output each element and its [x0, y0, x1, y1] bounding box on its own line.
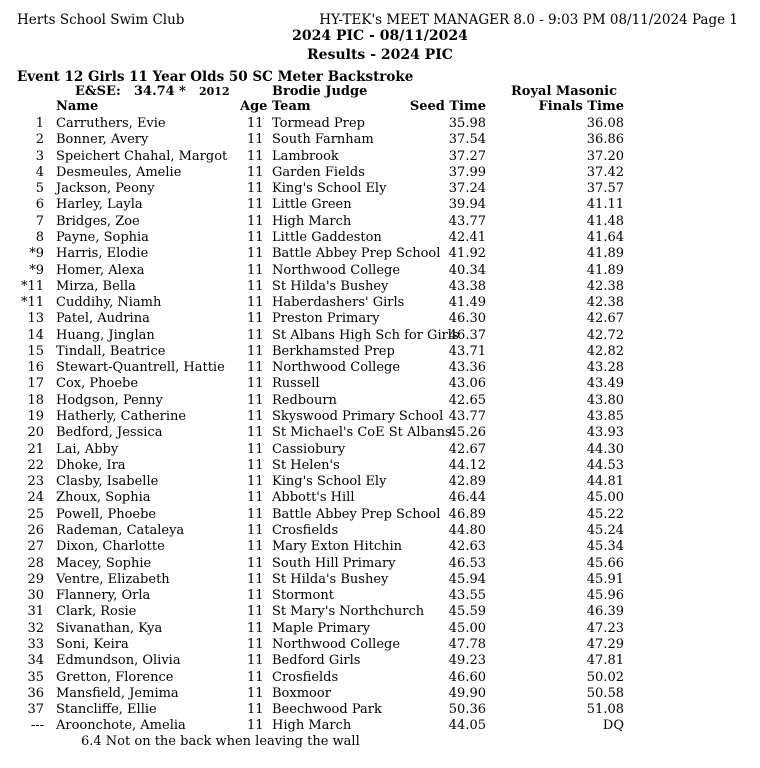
age-cell: 11: [247, 523, 264, 538]
finals-time-cell: 45.22: [586, 506, 624, 522]
table-row: [0, 507, 760, 523]
place-cell: 3: [35, 148, 44, 164]
seed-time-cell: 37.54: [448, 132, 486, 148]
place-cell: 14: [27, 327, 44, 343]
age-cell: 11: [247, 164, 264, 180]
team-cell: South Farnham: [272, 132, 374, 148]
column-headers: [0, 99, 760, 115]
name-cell: Zhoux, Sophia: [56, 490, 151, 506]
finals-time-cell: 51.08: [586, 702, 624, 718]
club-name: Herts School Swim Club: [17, 12, 185, 28]
seed-time-cell: 46.37: [448, 327, 486, 343]
age-cell: 11: [247, 327, 264, 343]
seed-time-cell: 46.53: [448, 555, 486, 571]
seed-time-cell: 47.78: [448, 636, 486, 652]
team-cell: Boxmoor: [272, 685, 331, 701]
table-row: [0, 409, 760, 425]
team-cell: Skyswood Primary School: [272, 409, 444, 425]
team-cell: Bedford Girls: [272, 653, 361, 669]
team-cell: Berkhamsted Prep: [272, 343, 395, 359]
table-row: [0, 572, 760, 588]
name-cell: Cuddihy, Niamh: [56, 295, 162, 311]
name-cell: Gretton, Florence: [56, 669, 174, 685]
table-row: [0, 702, 760, 718]
place-cell: 19: [27, 409, 44, 425]
team-cell: Crosfields: [272, 669, 339, 685]
seed-time-cell: 42.89: [448, 474, 486, 490]
name-cell: Cox, Phoebe: [56, 376, 139, 392]
age-cell: 11: [247, 148, 264, 164]
col-name: Name: [56, 99, 99, 114]
team-cell: South Hill Primary: [272, 555, 396, 571]
name-cell: Sivanathan, Kya: [56, 620, 163, 636]
name-cell: Harley, Layla: [56, 197, 143, 213]
finals-time-cell: 45.66: [586, 555, 624, 571]
record-flag: *: [179, 84, 186, 99]
age-cell: 11: [247, 718, 264, 734]
name-cell: Stewart-Quantrell, Hattie: [56, 360, 225, 376]
seed-time-cell: 45.59: [448, 604, 486, 620]
name-cell: Clark, Rosie: [56, 604, 137, 620]
name-cell: Flannery, Orla: [56, 588, 151, 604]
place-cell: 7: [35, 213, 44, 229]
finals-time-cell: 36.86: [586, 132, 624, 148]
seed-time-cell: 42.41: [448, 229, 486, 245]
seed-time-cell: 43.71: [448, 343, 486, 359]
table-row: [0, 197, 760, 213]
age-cell: 11: [247, 229, 264, 245]
age-cell: 11: [247, 311, 264, 327]
name-cell: Hodgson, Penny: [56, 392, 163, 408]
team-cell: St Michael's CoE St Albans: [272, 425, 452, 441]
seed-time-cell: 41.49: [448, 295, 486, 311]
place-cell: 22: [27, 457, 44, 473]
place-cell: 29: [27, 571, 44, 587]
name-cell: Tindall, Beatrice: [56, 343, 166, 359]
age-cell: 11: [247, 376, 264, 392]
age-cell: 11: [247, 702, 264, 718]
seed-time-cell: 37.27: [448, 148, 486, 164]
name-cell: Stancliffe, Ellie: [56, 702, 157, 718]
team-cell: King's School Ely: [272, 181, 387, 197]
team-cell: Beechwood Park: [272, 702, 382, 718]
team-cell: Lambrook: [272, 148, 339, 164]
seed-time-cell: 44.12: [448, 457, 486, 473]
name-cell: Hatherly, Catherine: [56, 409, 187, 425]
finals-time-cell: 42.38: [586, 295, 624, 311]
name-cell: Speichert Chahal, Margot: [56, 148, 228, 164]
table-row: [0, 263, 760, 279]
name-cell: Dixon, Charlotte: [56, 539, 165, 555]
table-row: [0, 653, 760, 669]
team-cell: Tormead Prep: [272, 116, 365, 131]
seed-time-cell: 46.30: [448, 311, 486, 327]
finals-time-cell: 37.57: [586, 181, 624, 197]
finals-time-cell: 42.67: [586, 311, 624, 327]
record-label: E&SE:: [75, 84, 121, 99]
col-age: Age: [240, 99, 268, 114]
age-cell: 11: [247, 653, 264, 669]
place-cell: 37: [27, 702, 44, 718]
age-cell: 11: [247, 278, 264, 294]
age-cell: 11: [247, 457, 264, 473]
name-cell: Patel, Audrina: [56, 311, 150, 327]
table-row: [0, 686, 760, 702]
age-cell: 11: [247, 539, 264, 555]
table-row: [0, 458, 760, 474]
dq-note: 6.4 Not on the back when leaving the wall: [81, 734, 360, 749]
table-row: [0, 279, 760, 295]
seed-time-cell: 37.24: [448, 181, 486, 197]
place-cell: *9: [29, 262, 44, 278]
finals-time-cell: 43.80: [586, 392, 624, 408]
place-cell: 36: [27, 685, 44, 701]
place-cell: 17: [27, 376, 44, 392]
table-row: [0, 670, 760, 686]
seed-time-cell: 46.44: [448, 490, 486, 506]
finals-time-cell: 36.08: [586, 116, 624, 131]
table-row: [0, 165, 760, 181]
seed-time-cell: 49.23: [448, 653, 486, 669]
finals-time-cell: 45.91: [586, 571, 624, 587]
seed-time-cell: 43.77: [448, 409, 486, 425]
table-row: [0, 344, 760, 360]
record-holder: Brodie Judge: [272, 84, 368, 99]
name-cell: Macey, Sophie: [56, 555, 152, 571]
table-row: [0, 490, 760, 506]
team-cell: King's School Ely: [272, 474, 387, 490]
table-row: [0, 718, 760, 734]
finals-time-cell: 41.48: [586, 213, 624, 229]
table-row: [0, 132, 760, 148]
table-row: [0, 311, 760, 327]
table-row: [0, 149, 760, 165]
age-cell: 11: [247, 213, 264, 229]
team-cell: Preston Primary: [272, 311, 380, 327]
table-row: [0, 295, 760, 311]
name-cell: Bridges, Zoe: [56, 213, 140, 229]
age-cell: 11: [247, 555, 264, 571]
table-row: [0, 425, 760, 441]
name-cell: Mansfield, Jemima: [56, 685, 179, 701]
age-cell: 11: [247, 246, 264, 262]
seed-time-cell: 45.00: [448, 620, 486, 636]
table-row: [0, 214, 760, 230]
age-cell: 11: [247, 343, 264, 359]
team-cell: Stormont: [272, 588, 334, 604]
finals-time-cell: 46.39: [586, 604, 624, 620]
age-cell: 11: [247, 295, 264, 311]
seed-time-cell: 43.06: [448, 376, 486, 392]
team-cell: Northwood College: [272, 636, 401, 652]
age-cell: 11: [247, 392, 264, 408]
seed-time-cell: 42.63: [448, 539, 486, 555]
place-cell: 21: [27, 441, 44, 457]
record-year: 2012: [199, 85, 230, 98]
place-cell: 8: [35, 229, 44, 245]
age-cell: 11: [247, 506, 264, 522]
age-cell: 11: [247, 360, 264, 376]
seed-time-cell: 45.26: [448, 425, 486, 441]
team-cell: St Helen's: [272, 457, 340, 473]
place-cell: *11: [20, 295, 44, 311]
table-row: [0, 604, 760, 620]
place-cell: 28: [27, 555, 44, 571]
team-cell: St Albans High Sch for Girls: [272, 327, 459, 343]
name-cell: Payne, Sophia: [56, 229, 149, 245]
place-cell: ---: [30, 718, 44, 734]
finals-time-cell: 50.58: [586, 685, 624, 701]
team-cell: Battle Abbey Prep School: [272, 246, 441, 262]
seed-time-cell: 44.05: [448, 718, 486, 734]
name-cell: Huang, Jinglan: [56, 327, 155, 343]
table-row: [0, 523, 760, 539]
name-cell: Bedford, Jessica: [56, 425, 163, 441]
finals-time-cell: 43.93: [586, 425, 624, 441]
place-cell: 18: [27, 392, 44, 408]
col-team: Team: [272, 99, 311, 114]
meet-title: 2024 PIC - 08/11/2024: [292, 28, 468, 44]
finals-time-cell: 37.42: [586, 164, 624, 180]
finals-time-cell: 41.64: [586, 229, 624, 245]
team-cell: Maple Primary: [272, 620, 371, 636]
seed-time-cell: 42.67: [448, 441, 486, 457]
age-cell: 11: [247, 197, 264, 213]
place-cell: 35: [27, 669, 44, 685]
place-cell: 5: [35, 181, 44, 197]
record-team: Royal Masonic: [511, 84, 618, 99]
team-cell: Cassiobury: [272, 441, 346, 457]
table-row: [0, 556, 760, 572]
name-cell: Rademan, Cataleya: [56, 523, 185, 538]
seed-time-cell: 37.99: [448, 164, 486, 180]
name-cell: Mirza, Bella: [56, 278, 136, 294]
col-finals-time: Finals Time: [538, 99, 624, 114]
name-cell: Aroonchote, Amelia: [56, 718, 186, 734]
finals-time-cell: 37.20: [586, 148, 624, 164]
age-cell: 11: [247, 409, 264, 425]
team-cell: Northwood College: [272, 262, 401, 278]
seed-time-cell: 46.89: [448, 506, 486, 522]
table-row: [0, 230, 760, 246]
age-cell: 11: [247, 181, 264, 197]
place-cell: 23: [27, 474, 44, 490]
place-cell: 31: [27, 604, 44, 620]
age-cell: 11: [247, 474, 264, 490]
name-cell: Lai, Abby: [56, 441, 119, 457]
place-cell: *11: [20, 278, 44, 294]
place-cell: 2: [35, 132, 44, 148]
finals-time-cell: 43.28: [586, 360, 624, 376]
team-cell: Abbott's Hill: [272, 490, 355, 506]
finals-time-cell: 45.96: [586, 588, 624, 604]
seed-time-cell: 49.90: [448, 685, 486, 701]
place-cell: 33: [27, 636, 44, 652]
team-cell: Little Gaddeston: [272, 229, 382, 245]
team-cell: Battle Abbey Prep School: [272, 506, 441, 522]
team-cell: St Hilda's Bushey: [272, 571, 389, 587]
results-title: Results - 2024 PIC: [307, 47, 453, 63]
table-row: [0, 328, 760, 344]
place-cell: 1: [35, 116, 44, 131]
event-title: Event 12 Girls 11 Year Olds 50 SC Meter Backstroke: [17, 69, 414, 85]
col-seed-time: Seed Time: [409, 99, 486, 114]
table-row: [0, 376, 760, 392]
seed-time-cell: 43.55: [448, 588, 486, 604]
table-row: [0, 588, 760, 604]
place-cell: 15: [27, 343, 44, 359]
team-cell: Northwood College: [272, 360, 401, 376]
place-cell: 32: [27, 620, 44, 636]
team-cell: Garden Fields: [272, 164, 365, 180]
finals-time-cell: DQ: [602, 718, 624, 734]
finals-time-cell: 43.85: [586, 409, 624, 425]
place-cell: 13: [27, 311, 44, 327]
name-cell: Soni, Keira: [56, 636, 129, 652]
seed-time-cell: 35.98: [448, 116, 486, 131]
age-cell: 11: [247, 636, 264, 652]
team-cell: Little Green: [272, 197, 352, 213]
seed-time-cell: 46.60: [448, 669, 486, 685]
age-cell: 11: [247, 490, 264, 506]
place-cell: 6: [35, 197, 44, 213]
seed-time-cell: 41.92: [448, 246, 486, 262]
table-row: [0, 474, 760, 490]
seed-time-cell: 40.34: [448, 262, 486, 278]
table-row: [0, 637, 760, 653]
age-cell: 11: [247, 441, 264, 457]
place-cell: *9: [29, 246, 44, 262]
software-info: HY-TEK's MEET MANAGER 8.0 - 9:03 PM 08/11/2024 Page 1: [319, 12, 738, 28]
age-cell: 11: [247, 685, 264, 701]
name-cell: Dhoke, Ira: [56, 457, 126, 473]
finals-time-cell: 42.82: [586, 343, 624, 359]
table-row: [0, 116, 760, 132]
team-cell: High March: [272, 718, 352, 734]
finals-time-cell: 41.89: [586, 262, 624, 278]
finals-time-cell: 44.30: [586, 441, 624, 457]
finals-time-cell: 44.53: [586, 457, 624, 473]
seed-time-cell: 45.94: [448, 571, 486, 587]
finals-time-cell: 45.00: [586, 490, 624, 506]
finals-time-cell: 45.24: [586, 523, 624, 538]
age-cell: 11: [247, 588, 264, 604]
seed-time-cell: 50.36: [448, 702, 486, 718]
place-cell: 16: [27, 360, 44, 376]
age-cell: 11: [247, 425, 264, 441]
place-cell: 4: [35, 164, 44, 180]
finals-time-cell: 47.23: [586, 620, 624, 636]
team-cell: St Hilda's Bushey: [272, 278, 389, 294]
table-row: [0, 246, 760, 262]
table-row: [0, 360, 760, 376]
seed-time-cell: 42.65: [448, 392, 486, 408]
age-cell: 11: [247, 571, 264, 587]
seed-time-cell: 44.80: [448, 523, 486, 538]
team-cell: Mary Exton Hitchin: [272, 539, 403, 555]
place-cell: 27: [27, 539, 44, 555]
name-cell: Clasby, Isabelle: [56, 474, 159, 490]
table-row: [0, 181, 760, 197]
name-cell: Desmeules, Amelie: [56, 164, 182, 180]
table-row: [0, 393, 760, 409]
name-cell: Bonner, Avery: [56, 132, 149, 148]
team-cell: St Mary's Northchurch: [272, 604, 425, 620]
finals-time-cell: 45.34: [586, 539, 624, 555]
team-cell: Redbourn: [272, 392, 337, 408]
finals-time-cell: 41.11: [586, 197, 624, 213]
record-time: 34.74: [134, 84, 175, 99]
name-cell: Edmundson, Olivia: [56, 653, 181, 669]
team-cell: Russell: [272, 376, 320, 392]
table-row: [0, 621, 760, 637]
place-cell: 30: [27, 588, 44, 604]
name-cell: Carruthers, Evie: [56, 116, 166, 131]
name-cell: Homer, Alexa: [56, 262, 145, 278]
finals-time-cell: 43.49: [586, 376, 624, 392]
finals-time-cell: 42.72: [586, 327, 624, 343]
age-cell: 11: [247, 604, 264, 620]
finals-time-cell: 42.38: [586, 278, 624, 294]
seed-time-cell: 43.36: [448, 360, 486, 376]
place-cell: 34: [27, 653, 44, 669]
finals-time-cell: 44.81: [586, 474, 624, 490]
name-cell: Ventre, Elizabeth: [56, 571, 170, 587]
team-cell: Crosfields: [272, 523, 339, 538]
age-cell: 11: [247, 132, 264, 148]
seed-time-cell: 43.77: [448, 213, 486, 229]
finals-time-cell: 41.89: [586, 246, 624, 262]
place-cell: 20: [27, 425, 44, 441]
age-cell: 11: [247, 262, 264, 278]
team-cell: High March: [272, 213, 352, 229]
age-cell: 11: [247, 669, 264, 685]
seed-time-cell: 43.38: [448, 278, 486, 294]
finals-time-cell: 47.29: [586, 636, 624, 652]
team-cell: Haberdashers' Girls: [272, 295, 405, 311]
name-cell: Jackson, Peony: [56, 181, 155, 197]
age-cell: 11: [247, 620, 264, 636]
name-cell: Powell, Phoebe: [56, 506, 157, 522]
seed-time-cell: 39.94: [448, 197, 486, 213]
name-cell: Harris, Elodie: [56, 246, 149, 262]
place-cell: 24: [27, 490, 44, 506]
age-cell: 11: [247, 116, 264, 131]
finals-time-cell: 47.81: [586, 653, 624, 669]
finals-time-cell: 50.02: [586, 669, 624, 685]
place-cell: 26: [27, 523, 44, 538]
table-row: [0, 442, 760, 458]
table-row: [0, 539, 760, 555]
place-cell: 25: [27, 506, 44, 522]
